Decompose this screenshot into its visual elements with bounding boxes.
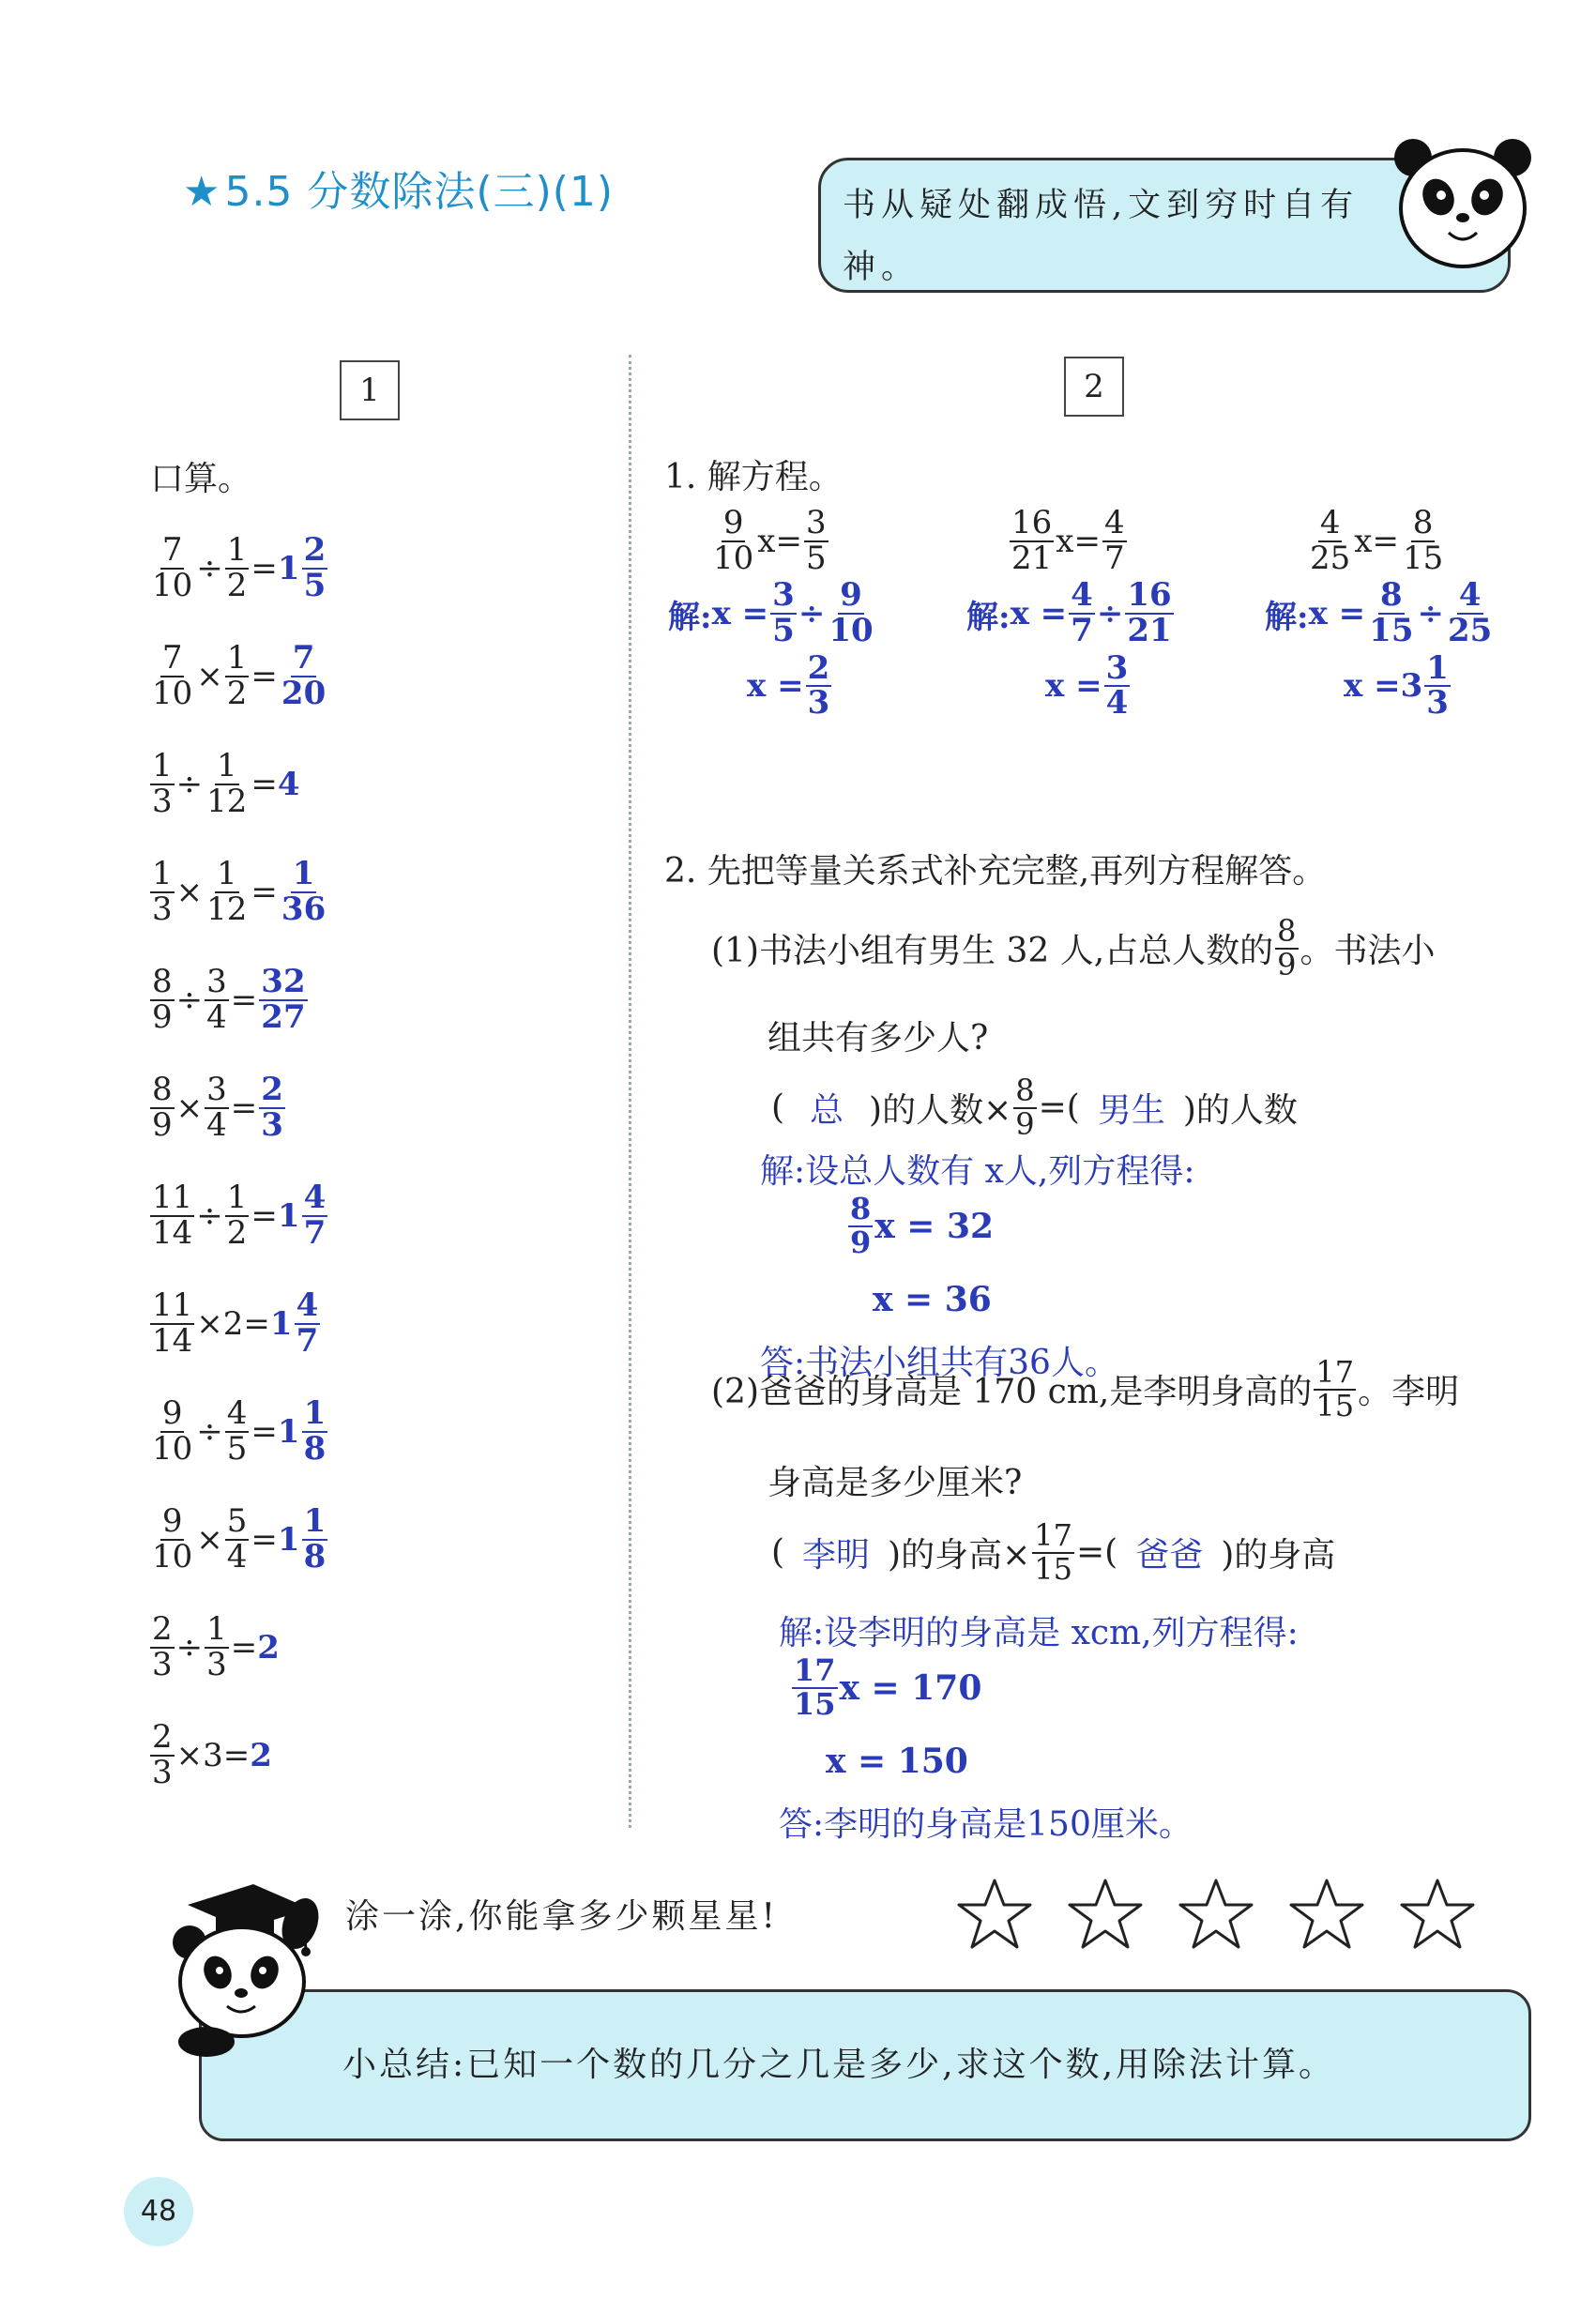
- answer-fraction: $\frac{32}{27}$: [261, 962, 306, 1036]
- equation-1: [668, 504, 877, 723]
- calc-item: [148, 730, 329, 838]
- calc-answer: [278, 766, 300, 803]
- p1-solution-intro: 解:设总人数有 x人,列方程得:: [760, 1152, 1195, 1191]
- result-fraction: $\frac{2}{3}$: [807, 648, 830, 723]
- rating-star-icon[interactable]: [1177, 1877, 1255, 1952]
- operator: ×: [196, 1304, 223, 1343]
- calc-item: [148, 1377, 329, 1485]
- operand-a: $\frac{9}{10}$: [152, 1393, 193, 1468]
- p2-answer: 答:李明的身高是150厘米。: [779, 1805, 1193, 1844]
- solution-label: 解:: [668, 598, 712, 636]
- operator: ÷: [175, 981, 204, 1019]
- p2-question-fraction: $\frac{17}{15}$: [1315, 1354, 1355, 1423]
- operator: ×: [196, 657, 223, 695]
- calc-answer: [278, 638, 329, 712]
- step-a: $\frac{3}{5}$: [772, 576, 795, 650]
- operand-b: $\frac{1}{12}$: [206, 746, 248, 820]
- calc-answer: [277, 1178, 329, 1252]
- operand-a: $\frac{8}{9}$: [152, 962, 173, 1036]
- equals-sign: =: [251, 1196, 278, 1235]
- calc-item: [148, 1593, 329, 1701]
- section-number-2: 2: [1064, 357, 1124, 417]
- rating-star-icon[interactable]: [1287, 1877, 1366, 1952]
- equals-sign: =: [1073, 522, 1101, 560]
- result-fraction: $\frac{1}{3}$: [1426, 648, 1449, 723]
- equals-sign: =: [230, 1088, 258, 1127]
- calc-item: [148, 1485, 329, 1593]
- operand-a: $\frac{1}{3}$: [152, 854, 173, 928]
- operator: ÷: [175, 765, 204, 803]
- step-a: $\frac{8}{15}$: [1369, 576, 1414, 650]
- summary-text: 小总结:已知一个数的几分之几是多少,求这个数,用除法计算。: [342, 2046, 1336, 2084]
- column-divider: [629, 355, 631, 1828]
- step-b: $\frac{9}{10}$: [828, 576, 874, 650]
- operator: ÷: [798, 595, 826, 633]
- rating-star-icon[interactable]: [1066, 1877, 1145, 1952]
- equals-sign: =: [775, 522, 802, 560]
- p2-result: x = 150: [826, 1742, 968, 1781]
- equation-step: [668, 576, 877, 650]
- answer-fraction: $\frac{1}{8}$: [303, 1393, 327, 1468]
- answer-fraction: $\frac{2}{5}$: [303, 530, 327, 604]
- operand-b: $\frac{1}{12}$: [206, 854, 248, 928]
- operator: ÷: [1417, 595, 1444, 633]
- p1-fill-2: 男生: [1097, 1091, 1165, 1131]
- operand-a: $\frac{2}{3}$: [152, 1609, 173, 1683]
- answer-whole: 2: [250, 1736, 272, 1774]
- equals-sign: =: [251, 657, 278, 695]
- answer-fraction: $\frac{1}{8}$: [303, 1501, 327, 1575]
- operand-a: $\frac{2}{3}$: [152, 1717, 173, 1791]
- p2-equation: $\frac{17}{15}$ x = 170: [794, 1652, 982, 1722]
- calc-answer: [277, 1393, 329, 1468]
- answer-whole: 1: [277, 1520, 300, 1559]
- operand-b: 2: [222, 1304, 244, 1343]
- answer-fraction: $\frac{4}{7}$: [296, 1286, 319, 1360]
- answer-whole: 1: [277, 1412, 300, 1451]
- answer-whole: 1: [277, 1196, 300, 1235]
- operator: ÷: [196, 549, 223, 587]
- calc-item: [148, 1270, 329, 1377]
- rhs: $\frac{8}{15}$: [1402, 504, 1444, 577]
- equation-result: [1045, 648, 1176, 723]
- oral-calc-heading: 口算。: [150, 460, 252, 498]
- operand-b: $\frac{1}{2}$: [226, 1178, 248, 1252]
- p2-solution-intro: 解:设李明的身高是 xcm,列方程得:: [779, 1614, 1299, 1652]
- answer-whole: 4: [277, 765, 300, 803]
- calc-item: [148, 1701, 329, 1809]
- coefficient: $\frac{16}{21}$: [1011, 504, 1053, 577]
- p1-equation: $\frac{8}{9}$ x = 32: [850, 1191, 995, 1260]
- oral-calc-list: [148, 514, 329, 1809]
- equals-sign: =: [222, 1736, 251, 1774]
- answer-fraction: $\frac{2}{3}$: [261, 1070, 283, 1144]
- p2-fill-1: 李明: [802, 1536, 871, 1575]
- equals-sign: =: [1372, 522, 1399, 560]
- variable: x: [757, 522, 776, 560]
- operator: ÷: [196, 1412, 223, 1451]
- step-b: $\frac{4}{25}$: [1448, 576, 1493, 650]
- operator: ÷: [1096, 595, 1124, 633]
- calc-item: [148, 1054, 329, 1162]
- equals-sign: =: [251, 549, 278, 587]
- variable: x: [1354, 522, 1373, 560]
- operand-b: $\frac{4}{5}$: [226, 1393, 248, 1468]
- p1-result: x = 36: [873, 1280, 992, 1319]
- answer-fraction: $\frac{7}{20}$: [281, 638, 327, 712]
- operand-a: $\frac{7}{10}$: [152, 530, 193, 604]
- equation-3: [1265, 504, 1496, 723]
- result-fraction: $\frac{3}{4}$: [1105, 648, 1129, 723]
- p2-question-line1: (2)爸爸的身高是 170 cm,是李明身高的 $\frac{17}{15}$ 。李明: [711, 1354, 1460, 1423]
- p1-answer: 答:书法小组共有36人。: [760, 1344, 1118, 1382]
- graduate-panda-icon: [150, 1867, 338, 2064]
- operand-a: $\frac{1}{3}$: [152, 746, 173, 820]
- step-a: $\frac{4}{7}$: [1071, 576, 1093, 650]
- p1-fill-1: 总: [810, 1091, 844, 1131]
- calc-item: [148, 838, 329, 946]
- answer-whole: 2: [257, 1628, 280, 1666]
- calc-item: [148, 946, 329, 1054]
- operator: ÷: [196, 1196, 223, 1235]
- calc-item: [148, 622, 329, 730]
- answer-whole: 1: [277, 549, 300, 587]
- coefficient: $\frac{9}{10}$: [713, 504, 754, 577]
- p2-question-line2: 身高是多少厘米?: [768, 1464, 1023, 1502]
- q1-heading: 1. 解方程。: [664, 458, 843, 496]
- coefficient: $\frac{4}{25}$: [1310, 504, 1351, 577]
- x-equals: x =: [711, 595, 769, 633]
- p1-relation: ( 总 )的人数× $\frac{8}{9}$ =( 男生 )的人数: [771, 1073, 1298, 1142]
- page-number: 48: [124, 2177, 193, 2246]
- p1-question-fraction: $\frac{8}{9}$: [1277, 913, 1297, 982]
- calc-answer: [257, 1629, 280, 1666]
- calc-answer: [250, 1737, 272, 1774]
- calc-answer: [257, 962, 309, 1036]
- equation-result: [1344, 648, 1496, 723]
- operand-b: $\frac{1}{3}$: [206, 1609, 227, 1683]
- operator: ×: [175, 1736, 204, 1774]
- rating-star-icon[interactable]: [1398, 1877, 1477, 1952]
- equals-sign: =: [251, 765, 278, 803]
- rating-star-icon[interactable]: [955, 1877, 1034, 1952]
- equation-result: [747, 648, 877, 723]
- equals-sign: =: [230, 981, 258, 1019]
- rhs: $\frac{4}{7}$: [1103, 504, 1125, 577]
- p2-relation: ( 李明 )的身高× $\frac{17}{15}$ =( 爸爸 )的身高: [771, 1517, 1336, 1587]
- result-whole: 3: [1400, 667, 1423, 706]
- x-equals: x =: [1010, 595, 1068, 633]
- operator: ×: [175, 873, 204, 911]
- equation-problem: [1008, 504, 1176, 577]
- equals-sign: =: [251, 1412, 278, 1451]
- equation-problem: [1306, 504, 1496, 577]
- equations-area: [668, 504, 1569, 760]
- p2-fill-2: 爸爸: [1135, 1536, 1204, 1575]
- x-equals: x =: [1045, 667, 1102, 706]
- calc-item: [148, 1162, 329, 1270]
- operand-a: $\frac{11}{14}$: [152, 1178, 193, 1252]
- x-equals: x =: [1344, 667, 1401, 706]
- rating-stars: [955, 1877, 1477, 1952]
- variable: x: [1056, 522, 1074, 560]
- star-icon: ★: [183, 168, 221, 216]
- page-title: ★5.5 分数除法(三)(1): [183, 168, 615, 216]
- operand-b: $\frac{5}{4}$: [226, 1501, 248, 1575]
- x-equals: x =: [1308, 595, 1366, 633]
- solution-label: 解:: [1265, 598, 1309, 636]
- calc-item: [148, 514, 329, 622]
- operand-a: $\frac{11}{14}$: [152, 1286, 193, 1360]
- calc-answer: [277, 530, 329, 604]
- section-number-1: 1: [340, 360, 400, 420]
- quote-text: 书从疑处翻成悟,文到穷时自有神。: [843, 187, 1360, 286]
- p2-relation-fraction: $\frac{17}{15}$: [1034, 1517, 1072, 1587]
- equals-sign: =: [243, 1304, 270, 1343]
- calc-answer: [278, 854, 329, 928]
- panda-icon: [1387, 129, 1539, 280]
- equation-step: [966, 576, 1176, 650]
- calc-answer: [257, 1070, 287, 1144]
- equals-sign: =: [230, 1628, 258, 1666]
- x-equals: x =: [747, 667, 804, 706]
- operand-b: 3: [203, 1736, 223, 1774]
- p1-question-line2: 组共有多少人?: [768, 1019, 989, 1058]
- operand-b: $\frac{3}{4}$: [206, 1070, 227, 1144]
- operand-b: $\frac{1}{2}$: [226, 638, 248, 712]
- operand-b: $\frac{3}{4}$: [206, 962, 227, 1036]
- operand-a: $\frac{8}{9}$: [152, 1070, 173, 1144]
- calc-answer: [269, 1286, 322, 1360]
- operator: ×: [196, 1520, 223, 1559]
- equals-sign: =: [251, 1520, 278, 1559]
- answer-fraction: $\frac{1}{36}$: [281, 854, 327, 928]
- equation-2: [966, 504, 1176, 723]
- step-b: $\frac{16}{21}$: [1127, 576, 1172, 650]
- answer-fraction: $\frac{4}{7}$: [303, 1178, 327, 1252]
- equation-problem: [709, 504, 877, 577]
- operand-b: $\frac{1}{2}$: [226, 530, 248, 604]
- operator: ×: [175, 1088, 204, 1127]
- equals-sign: =: [251, 873, 278, 911]
- solution-label: 解:: [966, 598, 1011, 636]
- operand-a: $\frac{9}{10}$: [152, 1501, 193, 1575]
- q2-heading: 2. 先把等量关系式补充完整,再列方程解答。: [664, 852, 1327, 890]
- p1-relation-fraction: $\frac{8}{9}$: [1015, 1073, 1035, 1142]
- stars-prompt: 涂一涂,你能拿多少颗星星!: [345, 1897, 778, 1936]
- p1-question-line1: (1)书法小组有男生 32 人,占总人数的 $\frac{8}{9}$ 。书法小: [711, 913, 1436, 982]
- answer-whole: 1: [269, 1304, 293, 1343]
- calc-answer: [277, 1501, 329, 1575]
- equation-step: [1265, 576, 1496, 650]
- operator: ÷: [175, 1628, 204, 1666]
- operand-a: $\frac{7}{10}$: [152, 638, 193, 712]
- rhs: $\frac{3}{5}$: [805, 504, 827, 577]
